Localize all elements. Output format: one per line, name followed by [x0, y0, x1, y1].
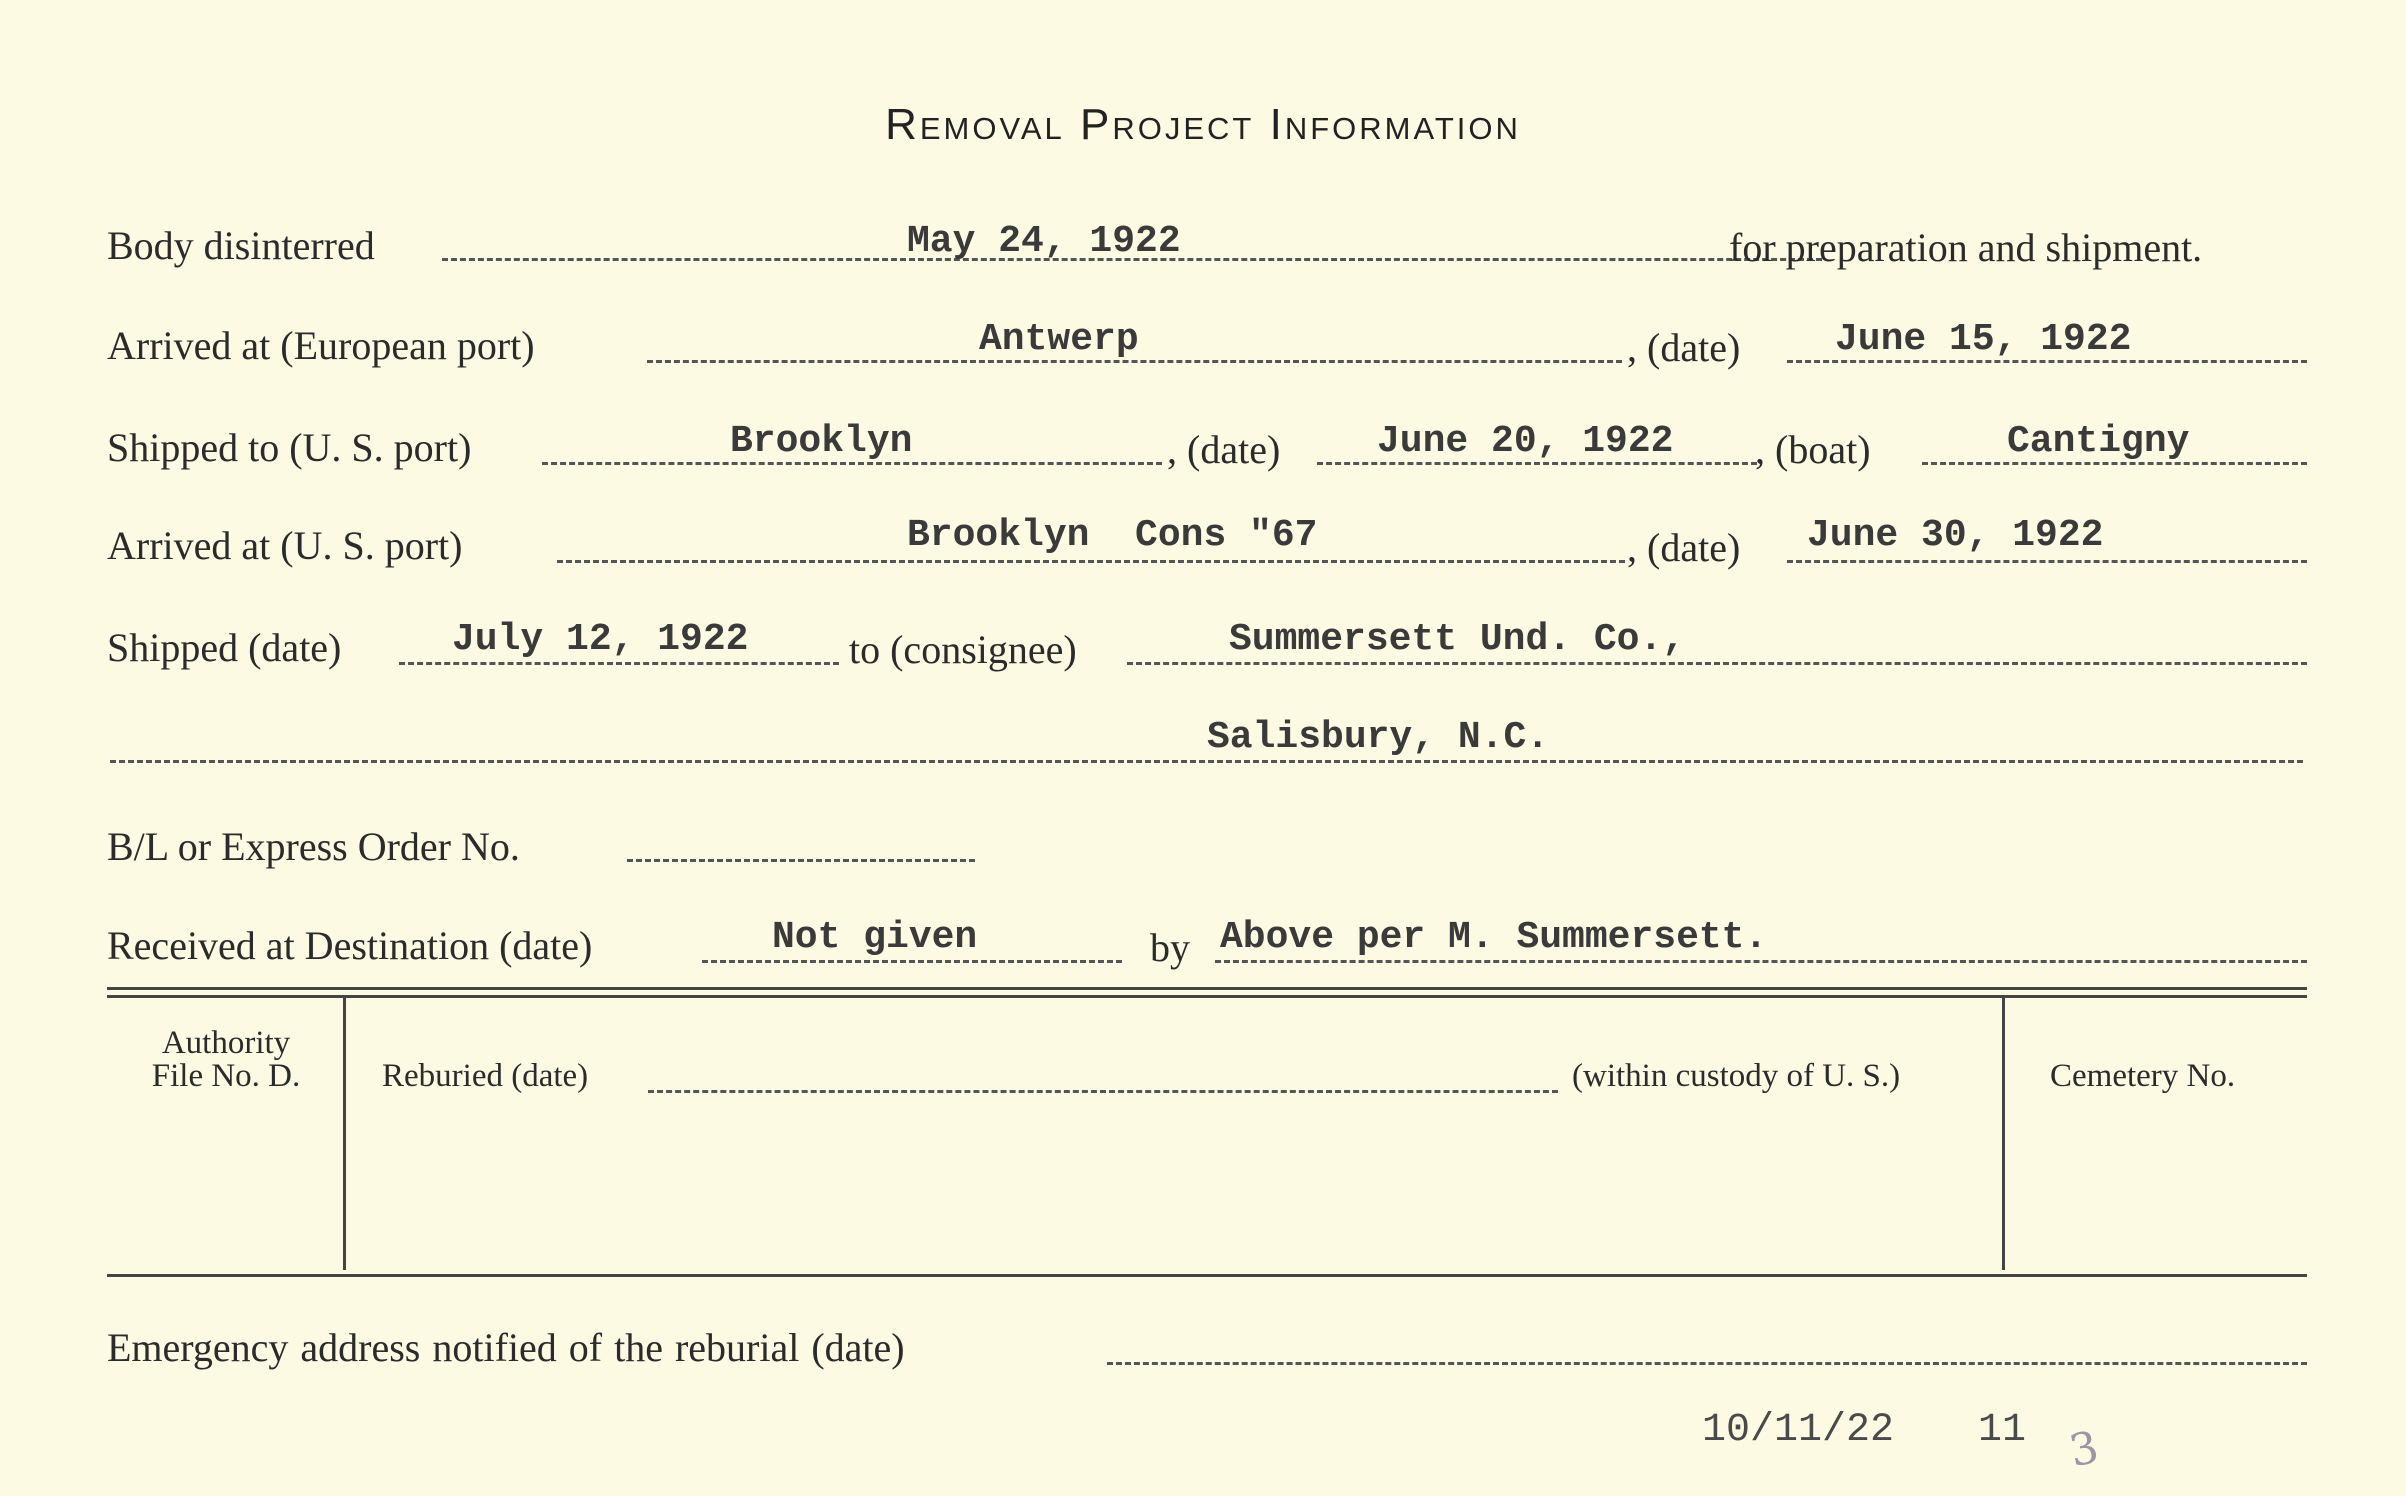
- european-port-label: Arrived at (European port): [107, 323, 535, 368]
- us-port-field-line: [557, 560, 1625, 563]
- footer-pencil-mark: 3: [2065, 1421, 2103, 1478]
- box-top-rule-2: [107, 995, 2307, 998]
- page-title: Removal Project Information: [885, 100, 1521, 149]
- box-top-rule-1: [107, 987, 2307, 990]
- shipped-to-date-value: June 20, 1922: [1377, 420, 1674, 463]
- cemetery-label: Cemetery No.: [2050, 1058, 2236, 1094]
- custody-label: (within custody of U. S.): [1572, 1058, 1901, 1094]
- received-label: Received at Destination (date): [107, 923, 593, 968]
- bl-line: [627, 859, 975, 862]
- shipped-date-value: July 12, 1922: [452, 618, 749, 661]
- disinterred-label: Body disinterred: [107, 223, 375, 268]
- us-port-date-value: June 30, 1922: [1807, 514, 2104, 557]
- footer-stamp-date: 10/11/22: [1702, 1408, 1895, 1453]
- disinterred-suffix: for preparation and shipment.: [1729, 225, 2203, 270]
- european-port-date-value: June 15, 1922: [1835, 318, 2132, 361]
- footer-stamp-code: 11: [1978, 1408, 2027, 1453]
- authority-label-line2: File No. D.: [151, 1058, 301, 1094]
- received-date-value: Not given: [772, 916, 978, 959]
- row-disinterred: [107, 222, 2307, 282]
- shipped-to-boat-value: Cantigny: [2007, 420, 2190, 463]
- disinterred-date-value: May 24, 1922: [907, 220, 1181, 263]
- us-port-date-line: [1787, 560, 2307, 563]
- consignee-value: Summersett Und. Co.,: [1229, 618, 1686, 661]
- reburied-line: [648, 1090, 1558, 1093]
- emergency-line: [1107, 1362, 2307, 1365]
- us-port-value: Brooklyn Cons "67: [907, 514, 1318, 557]
- consignee-line2-line: [110, 760, 2303, 763]
- row-european-port: [107, 318, 2307, 382]
- received-by-value: Above per M. Summersett.: [1220, 916, 1768, 959]
- consignee-line: [1127, 662, 2307, 665]
- consignee-label: to (consignee): [849, 627, 1077, 672]
- shipped-to-label: Shipped to (U. S. port): [107, 425, 472, 470]
- reburied-label: Reburied (date): [382, 1058, 589, 1094]
- received-by-label: by: [1150, 925, 1190, 970]
- shipped-date-label: Shipped (date): [107, 625, 342, 670]
- us-port-label: Arrived at (U. S. port): [107, 523, 463, 568]
- row-shipped-to: [107, 420, 2307, 484]
- shipped-to-boat-label: , (boat): [1755, 427, 1871, 472]
- box-bottom-rule: [107, 1274, 2307, 1277]
- box-divider-right: [2002, 998, 2005, 1270]
- shipped-to-port-value: Brooklyn: [730, 420, 913, 463]
- emergency-label: Emergency address notified of the reburial (date): [107, 1325, 905, 1370]
- box-divider-left: [343, 998, 346, 1270]
- row-shipped: [107, 618, 2307, 684]
- received-date-line: [702, 960, 1122, 963]
- authority-label-line1: Authority: [161, 1025, 291, 1061]
- row-bl: [107, 823, 2307, 883]
- received-by-line: [1215, 960, 2307, 963]
- row-us-port: [107, 514, 2307, 582]
- european-port-date-label: , (date): [1627, 325, 1741, 370]
- shipped-to-date-label: , (date): [1167, 427, 1281, 472]
- row-emergency: [107, 1324, 2307, 1384]
- row-consignee-line2: [107, 716, 2307, 782]
- shipped-date-line: [399, 662, 839, 665]
- bl-label: B/L or Express Order No.: [107, 824, 520, 869]
- us-port-date-label: , (date): [1627, 525, 1741, 570]
- european-port-value: Antwerp: [979, 318, 1139, 361]
- consignee-line2-value: Salisbury, N.C.: [1207, 716, 1550, 759]
- row-received: [107, 916, 2307, 982]
